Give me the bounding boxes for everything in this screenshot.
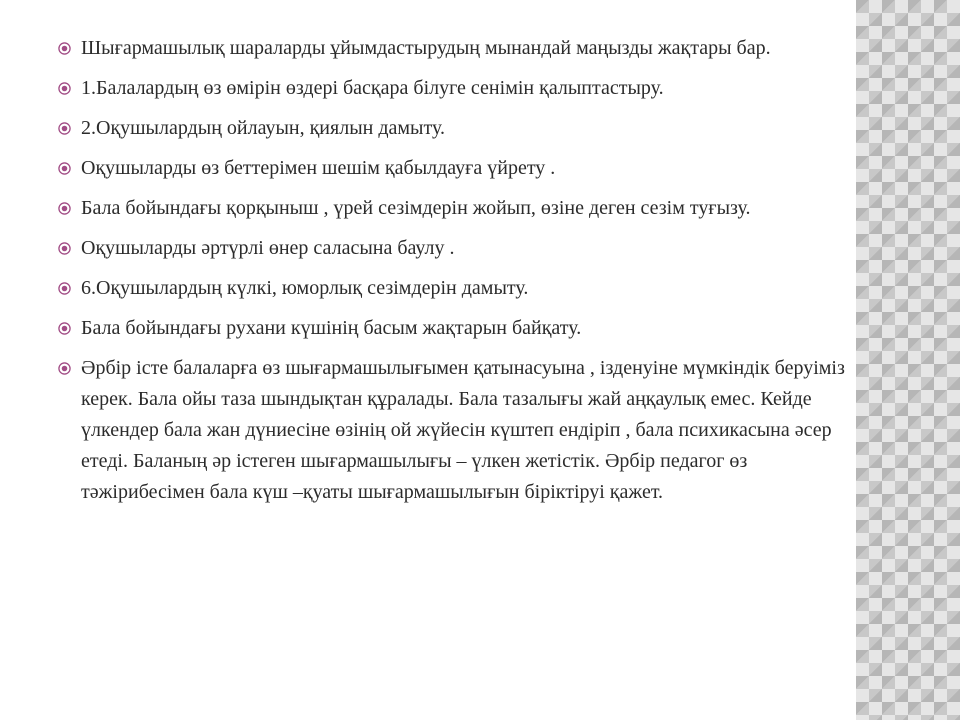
target-circle-icon	[58, 282, 71, 295]
bullet-item	[56, 193, 856, 224]
target-circle-icon	[58, 202, 71, 215]
bullet-item	[56, 353, 856, 508]
bullet-item	[56, 273, 856, 304]
bullet-text: 6.Оқушылардың күлкі, юморлық сезімдерін дамыту.	[81, 277, 529, 299]
bullet-item	[56, 313, 856, 344]
bullet-item	[56, 233, 856, 264]
bullet-item	[56, 73, 856, 104]
bullet-text: Оқушыларды әртүрлі өнер саласына баулу .	[81, 237, 455, 259]
bullet-text: Бала бойындағы рухани күшінің басым жақтарын байқату.	[81, 317, 582, 339]
bullet-text: Оқушыларды өз беттерімен шешім қабылдауға үйрету .	[81, 157, 556, 179]
bullet-item	[56, 33, 856, 64]
decorative-side-panel	[856, 0, 960, 720]
target-circle-icon	[58, 42, 71, 55]
target-circle-icon	[58, 242, 71, 255]
bullet-text: Шығармашылық шараларды ұйымдастырудың мынандай маңызды жақтары бар.	[81, 37, 771, 59]
target-circle-icon	[58, 162, 71, 175]
bullet-item	[56, 153, 856, 184]
target-circle-icon	[58, 82, 71, 95]
bullet-text: Әрбір істе балаларға өз шығармашылығымен қатынасуына , ізденуіне мүмкіндік беруіміз керек. Бала ойы таза шындықтан құралады. Бала тазалығы жай аңқаулық емес. Кейде үлкендер бала жан дүниесіне өзінің ой жүйесін күштеп ендіріп , бала психикасына әсер етеді. Баланың әр істеген шығармашылығы – үлкен жетістік. Әрбір педагог өз тәжірибесімен бала күш –қуаты шығармашылығын біріктіруі қажет.	[81, 357, 845, 503]
bullet-list	[56, 33, 856, 517]
target-circle-icon	[58, 362, 71, 375]
target-circle-icon	[58, 122, 71, 135]
bullet-text: 2.Оқушылардың ойлауын, қиялын дамыту.	[81, 117, 445, 139]
target-circle-icon	[58, 322, 71, 335]
bullet-text: 1.Балалардың өз өмірін өздері басқара білуге сенімін қалыптастыру.	[81, 77, 664, 99]
bullet-text: Бала бойындағы қорқыныш , үрей сезімдерін жойып, өзіне деген сезім туғызу.	[81, 197, 751, 219]
bullet-item	[56, 113, 856, 144]
